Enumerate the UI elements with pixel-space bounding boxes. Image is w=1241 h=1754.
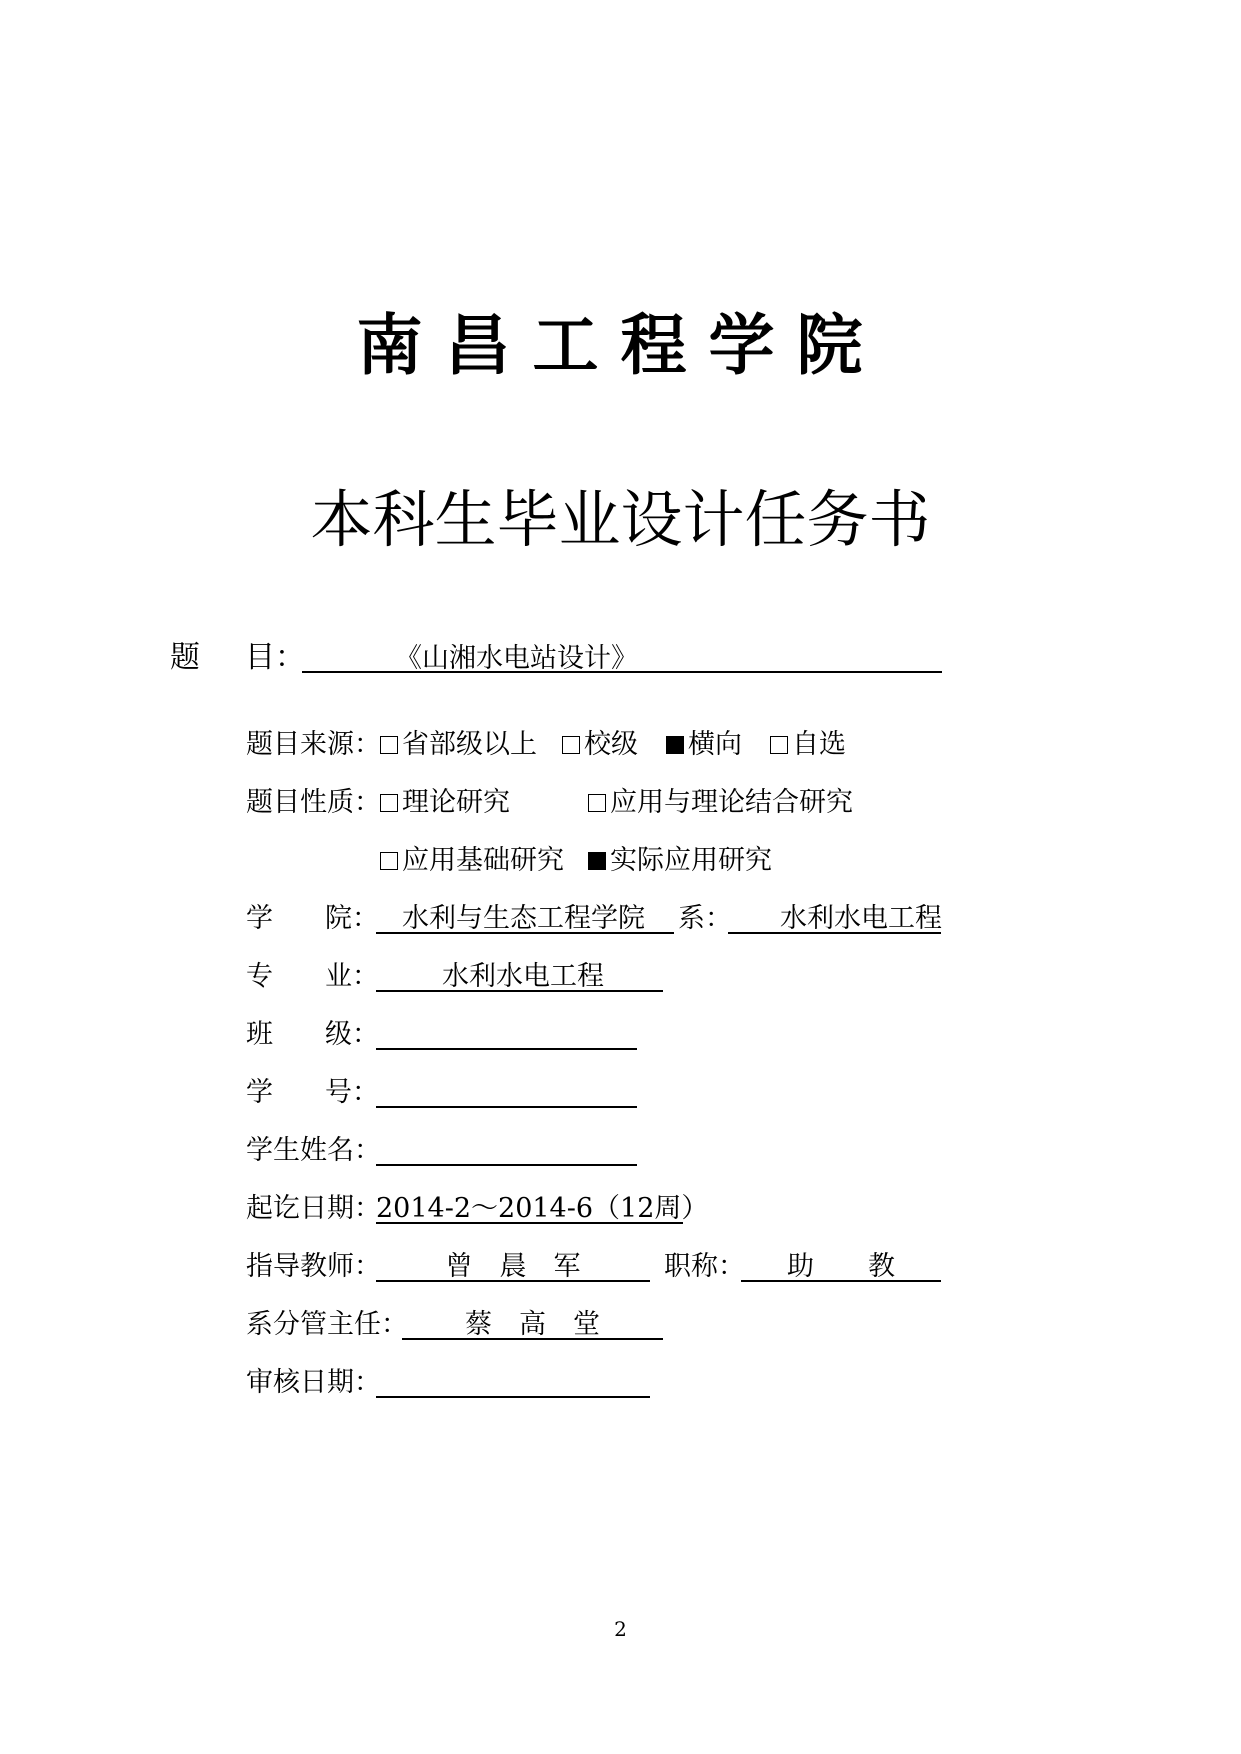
topic-label-part2: 目： — [245, 640, 305, 675]
checkbox-filled-icon — [588, 852, 606, 870]
advisor-label: 指导教师： — [246, 1251, 381, 1282]
advisor-title-value: 助 教 — [787, 1251, 895, 1282]
period-label: 起讫日期： — [246, 1193, 381, 1224]
director-underline — [402, 1338, 663, 1340]
checkbox-filled-icon — [666, 736, 684, 754]
source-option-horizontal: 横向 — [666, 727, 742, 763]
nature-option-practical: 实际应用研究 — [588, 843, 772, 879]
period-underline — [376, 1222, 683, 1224]
period-value: 2014-2～2014-6（12周） — [376, 1193, 709, 1224]
director-value: 蔡 高 堂 — [465, 1309, 600, 1340]
major-label-part1: 专 — [246, 961, 273, 992]
class-underline — [376, 1048, 637, 1050]
nature-option-applied-basic: 应用基础研究 — [380, 843, 564, 879]
college-label-part1: 学 — [246, 903, 273, 934]
student-name-label: 学生姓名： — [246, 1135, 381, 1166]
source-option-provincial: 省部级以上 — [380, 727, 537, 763]
college-label-part2: 院： — [325, 903, 379, 934]
nature-option-applied-theory: 应用与理论结合研究 — [588, 785, 853, 821]
student-id-label-part1: 学 — [246, 1077, 273, 1108]
advisor-title-label: 职称： — [664, 1251, 745, 1282]
document-title: 本科生毕业设计任务书 — [310, 483, 931, 556]
nature-option-theory: 理论研究 — [380, 785, 510, 821]
major-underline — [376, 990, 663, 992]
page-number: 2 — [614, 1617, 627, 1641]
major-value: 水利水电工程 — [442, 961, 604, 992]
major-label-part2: 业： — [325, 961, 379, 992]
class-label-part1: 班 — [246, 1019, 273, 1050]
college-underline — [376, 932, 674, 934]
review-date-underline — [376, 1396, 650, 1398]
student-id-label-part2: 号： — [325, 1077, 379, 1108]
advisor-underline — [376, 1280, 650, 1282]
department-label: 系： — [678, 903, 732, 934]
student-id-underline — [376, 1106, 637, 1108]
source-option-self: 自选 — [770, 727, 846, 763]
checkbox-empty-icon — [562, 736, 580, 754]
review-date-label: 审核日期： — [246, 1367, 381, 1398]
topic-value: 《山湘水电站设计》 — [395, 643, 638, 674]
checkbox-empty-icon — [588, 794, 606, 812]
topic-underline — [302, 671, 942, 673]
department-underline — [728, 932, 941, 934]
department-value: 水利水电工程 — [780, 903, 942, 934]
checkbox-empty-icon — [380, 794, 398, 812]
checkbox-empty-icon — [380, 852, 398, 870]
school-name: 南昌工程学院 — [356, 306, 885, 384]
checkbox-empty-icon — [380, 736, 398, 754]
nature-label: 题目性质： — [246, 787, 381, 818]
source-label: 题目来源： — [246, 729, 381, 760]
advisor-value: 曾 晨 军 — [445, 1251, 581, 1282]
student-name-underline — [376, 1164, 637, 1166]
college-value: 水利与生态工程学院 — [402, 903, 645, 934]
checkbox-empty-icon — [770, 736, 788, 754]
director-label: 系分管主任： — [246, 1309, 408, 1340]
source-option-school: 校级 — [562, 727, 638, 763]
class-label-part2: 级： — [325, 1019, 379, 1050]
advisor-title-underline — [741, 1280, 941, 1282]
topic-label-part1: 题 — [170, 640, 200, 675]
